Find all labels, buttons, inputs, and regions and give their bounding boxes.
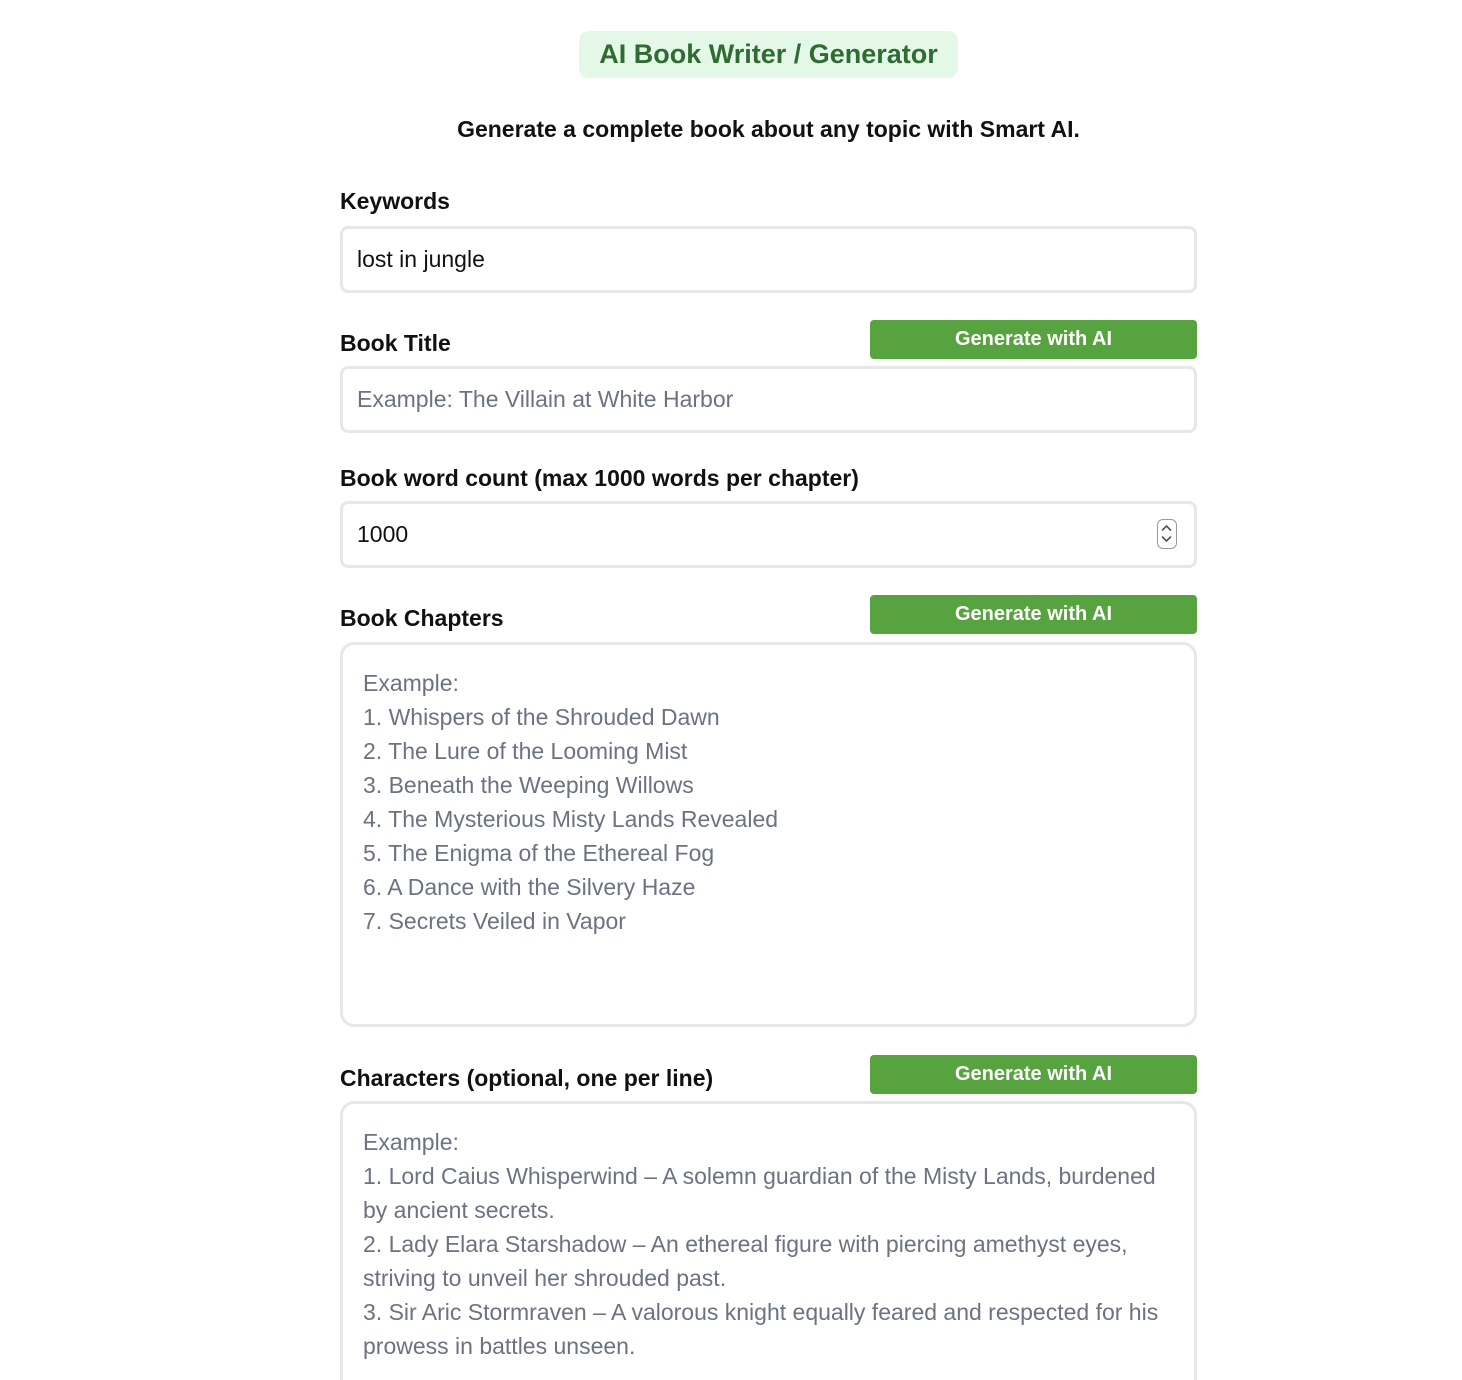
page-subtitle: Generate a complete book about any topic with Smart AI. (457, 116, 1080, 142)
keywords-label: Keywords (340, 188, 450, 214)
chapters-placeholder-line: 1. Whispers of the Shrouded Dawn (363, 704, 720, 730)
chapters-placeholder-line: 3. Beneath the Weeping Willows (363, 772, 694, 798)
word-count-label: Book word count (max 1000 words per chapter) (340, 465, 859, 491)
decrement-arrow[interactable] (1158, 534, 1176, 548)
book-title-placeholder: Example: The Villain at White Harbor (357, 386, 734, 412)
characters-label: Characters (optional, one per line) (340, 1065, 714, 1091)
chapters-placeholder-line: 6. A Dance with the Silvery Haze (363, 874, 696, 900)
chapters-textarea[interactable] (340, 642, 1197, 1027)
chapters-placeholder-line: 7. Secrets Veiled in Vapor (363, 908, 626, 934)
generate-chapters-button[interactable]: Generate with AI (870, 595, 1197, 634)
chapters-label: Book Chapters (340, 605, 504, 631)
chapters-placeholder-line: 4. The Mysterious Misty Lands Revealed (363, 806, 779, 832)
up-down-stepper-icon[interactable] (1157, 519, 1177, 549)
keywords-input-value: lost in jungle (357, 246, 485, 272)
book-title-label: Book Title (340, 330, 451, 356)
word-count-value: 1000 (357, 521, 409, 547)
generate-characters-button[interactable]: Generate with AI (870, 1055, 1197, 1094)
page-title: AI Book Writer / Generator (579, 31, 958, 78)
characters-placeholder-line: 2. Lady Elara Starshadow – An ethereal figure with piercing amethyst eyes, striving to unveil her shrouded past. (363, 1231, 1128, 1291)
chapters-placeholder-line: 5. The Enigma of the Ethereal Fog (363, 840, 715, 866)
keywords-input[interactable] (340, 226, 1197, 293)
book-title-input[interactable] (340, 366, 1197, 433)
word-count-input[interactable] (340, 501, 1197, 568)
chapters-placeholder-line: 2. The Lure of the Looming Mist (363, 738, 688, 764)
characters-placeholder-line: Example: (363, 1129, 459, 1155)
characters-textarea[interactable] (340, 1101, 1197, 1380)
generate-title-button[interactable]: Generate with AI (870, 320, 1197, 359)
increment-arrow[interactable] (1158, 520, 1176, 534)
characters-placeholder-line: 1. Lord Caius Whisperwind – A solemn guardian of the Misty Lands, burdened by ancient secrets. (363, 1163, 1156, 1223)
chapters-placeholder-line: Example: (363, 670, 459, 696)
characters-placeholder-line: 3. Sir Aric Stormraven – A valorous knight equally feared and respected for his prowess in battles unseen. (363, 1299, 1159, 1359)
